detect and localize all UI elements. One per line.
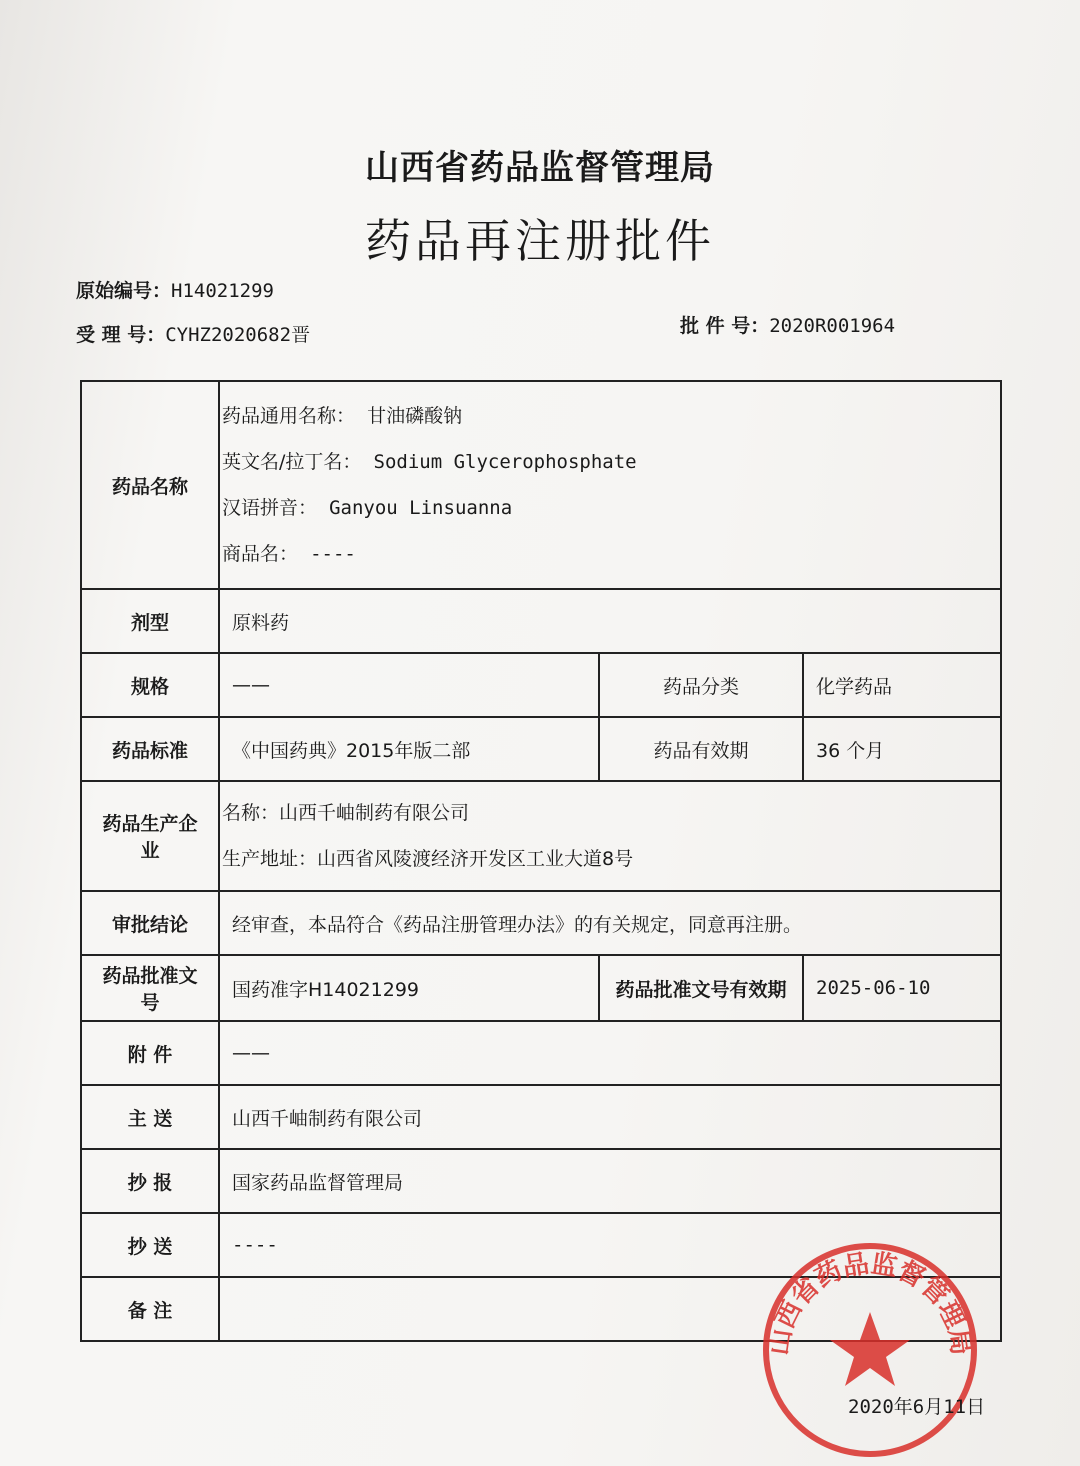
drug-name-head: 药品名称 bbox=[81, 381, 219, 589]
manufacturer-head: 药品生产企业 bbox=[81, 781, 219, 891]
official-seal bbox=[760, 1240, 980, 1460]
approval-table bbox=[80, 380, 1002, 1342]
manufacturer-address-line bbox=[222, 836, 1000, 882]
approval-doc-value: 国药准字H14021299 bbox=[219, 955, 599, 1021]
category-head: 药品分类 bbox=[599, 653, 803, 717]
pinyin-line bbox=[222, 485, 1000, 531]
generic-name-line bbox=[222, 393, 1000, 439]
approval-number bbox=[680, 311, 895, 338]
conclusion-head: 审批结论 bbox=[81, 891, 219, 955]
row-drug-name bbox=[81, 381, 1001, 589]
copy-to-value: ---- bbox=[219, 1213, 1001, 1277]
manufacturer-cell bbox=[219, 781, 1001, 891]
manufacturer-name-line bbox=[222, 790, 1000, 836]
remarks-head: 备 注 bbox=[81, 1277, 219, 1341]
generic-name-label: 药品通用名称： bbox=[222, 405, 356, 427]
english-name-value: Sodium Glycerophosphate bbox=[373, 451, 637, 473]
approval-doc-head: 药品批准文号 bbox=[81, 955, 219, 1021]
row-standard bbox=[81, 717, 1001, 781]
pinyin-label: 汉语拼音： bbox=[222, 497, 318, 519]
send-to-value: 山西千岫制药有限公司 bbox=[219, 1085, 1001, 1149]
spec-value: —— bbox=[219, 653, 599, 717]
original-number-value: H14021299 bbox=[171, 280, 274, 302]
dosage-form-value: 原料药 bbox=[219, 589, 1001, 653]
manufacturer-address-label: 生产地址： bbox=[222, 848, 318, 870]
acceptance-number-label: 受 理 号： bbox=[76, 324, 166, 346]
approval-valid-head: 药品批准文号有效期 bbox=[599, 955, 803, 1021]
row-dosage-form bbox=[81, 589, 1001, 653]
validity-value: 36 个月 bbox=[803, 717, 1001, 781]
row-approval-doc bbox=[81, 955, 1001, 1021]
approval-number-label: 批 件 号： bbox=[680, 315, 770, 337]
spec-head: 规格 bbox=[81, 653, 219, 717]
copy-to-head: 抄 送 bbox=[81, 1213, 219, 1277]
conclusion-value: 经审查，本品符合《药品注册管理办法》的有关规定，同意再注册。 bbox=[219, 891, 1001, 955]
approval-valid-value: 2025-06-10 bbox=[803, 955, 1001, 1021]
report-to-head: 抄 报 bbox=[81, 1149, 219, 1213]
standard-value: 《中国药典》2015年版二部 bbox=[219, 717, 599, 781]
send-to-head: 主 送 bbox=[81, 1085, 219, 1149]
seal-star-icon bbox=[830, 1312, 910, 1386]
acceptance-number bbox=[76, 320, 310, 347]
attachment-value: —— bbox=[219, 1021, 1001, 1085]
original-number-label: 原始编号： bbox=[76, 280, 172, 302]
trade-name-line bbox=[222, 531, 1000, 577]
row-attachment bbox=[81, 1021, 1001, 1085]
row-conclusion bbox=[81, 891, 1001, 955]
dosage-form-head: 剂型 bbox=[81, 589, 219, 653]
acceptance-number-value: CYHZ2020682晋 bbox=[165, 324, 311, 346]
manufacturer-name-label: 名称： bbox=[222, 802, 280, 824]
pinyin-value: Ganyou Linsuanna bbox=[329, 497, 513, 519]
trade-name-value: ---- bbox=[310, 543, 356, 565]
generic-name-value: 甘油磷酸钠 bbox=[367, 405, 463, 427]
issue-date: 2020年6月11日 bbox=[848, 1396, 986, 1418]
category-value: 化学药品 bbox=[803, 653, 1001, 717]
approval-number-value: 2020R001964 bbox=[769, 315, 896, 337]
row-manufacturer bbox=[81, 781, 1001, 891]
row-spec bbox=[81, 653, 1001, 717]
document-title: 药品再注册批件 bbox=[365, 214, 715, 268]
validity-head: 药品有效期 bbox=[599, 717, 803, 781]
english-name-label: 英文名/拉丁名： bbox=[222, 451, 362, 473]
manufacturer-address-value: 山西省风陵渡经济开发区工业大道8号 bbox=[317, 848, 634, 870]
english-name-line bbox=[222, 439, 1000, 485]
attachment-head: 附 件 bbox=[81, 1021, 219, 1085]
seal-text: 山西省药品监督管理局 bbox=[764, 1248, 976, 1358]
report-to-value: 国家药品监督管理局 bbox=[219, 1149, 1001, 1213]
standard-head: 药品标准 bbox=[81, 717, 219, 781]
row-report-to bbox=[81, 1149, 1001, 1213]
row-send-to bbox=[81, 1085, 1001, 1149]
trade-name-label: 商品名： bbox=[222, 543, 299, 565]
issuing-authority: 山西省药品监督管理局 bbox=[365, 148, 715, 188]
drug-name-cell bbox=[219, 381, 1001, 589]
manufacturer-name-value: 山西千岫制药有限公司 bbox=[279, 802, 470, 824]
original-number bbox=[76, 276, 274, 303]
